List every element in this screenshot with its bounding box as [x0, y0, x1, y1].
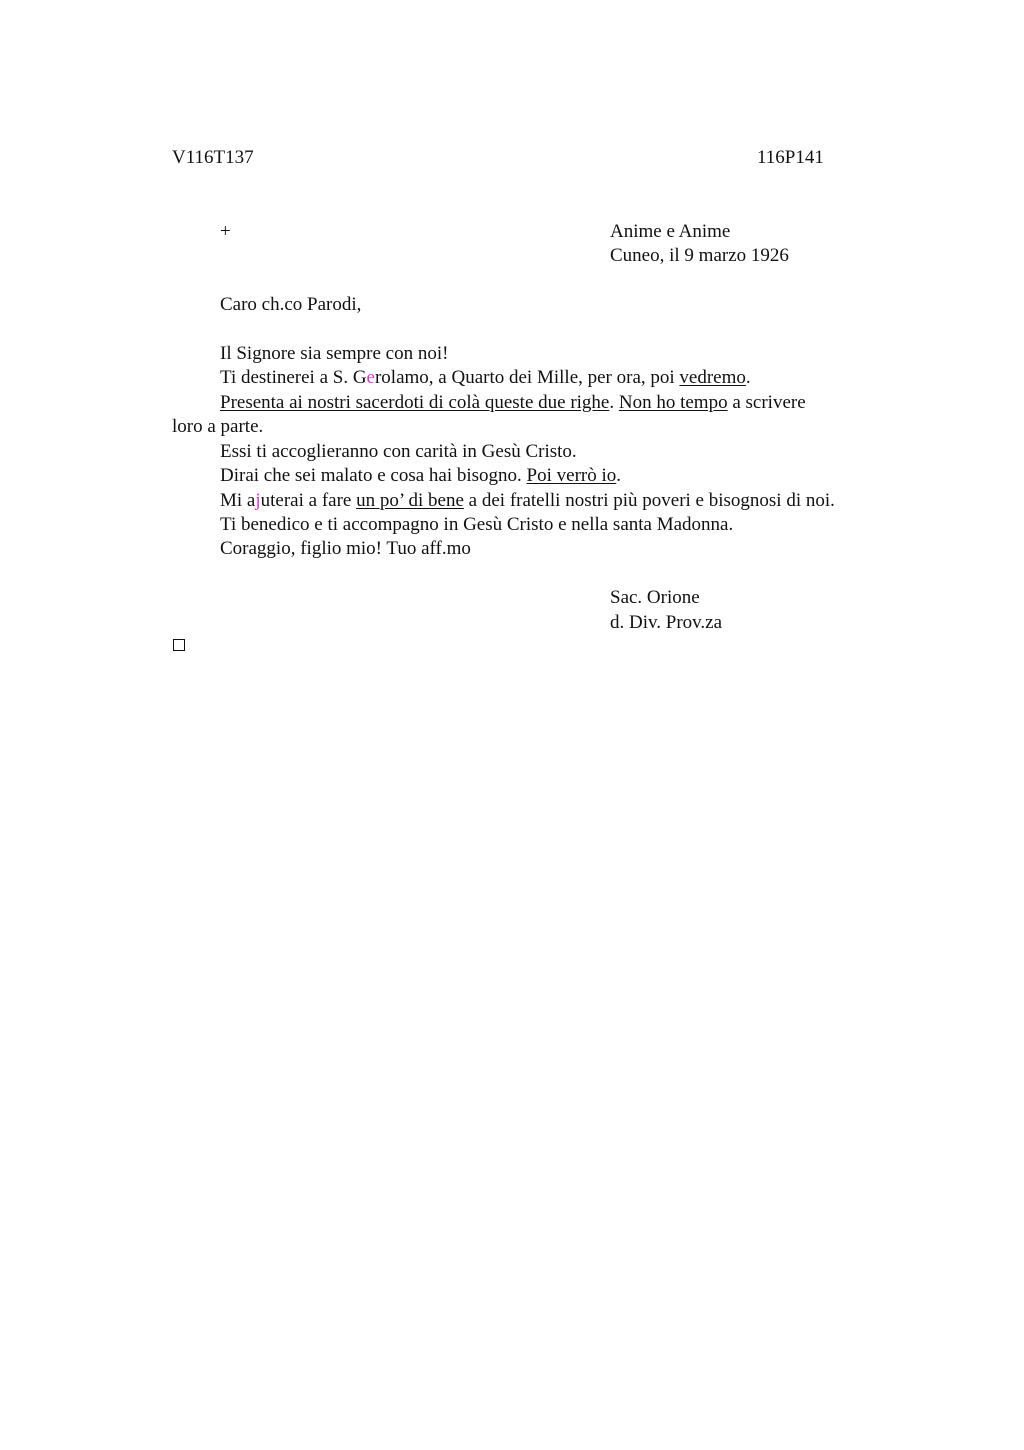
- text-segment: a scrivere: [727, 392, 806, 413]
- body-line-9: Coraggio, figlio mio! Tuo aff.mo: [220, 538, 471, 559]
- text-segment: a dei fratelli nostri più poveri e bisognosi di noi.: [463, 490, 835, 511]
- cross-mark: +: [220, 221, 231, 242]
- text-segment: .: [609, 392, 619, 413]
- body-line-8: Ti benedico e ti accompagno in Gesù Cristo e nella santa Madonna.: [220, 514, 734, 535]
- body-line-3: [220, 391, 806, 415]
- body-line-7: [220, 489, 835, 513]
- body-line-6: [220, 464, 621, 488]
- place-date: Cuneo, il 9 marzo 1926: [610, 245, 789, 266]
- underlined-text: un po’ di bene: [356, 490, 464, 511]
- text-segment: .: [745, 367, 751, 388]
- highlighted-letter: j: [255, 490, 261, 511]
- end-box-icon: [173, 639, 185, 651]
- document-code-left: V116T137: [172, 147, 254, 168]
- body-line-2: [220, 366, 751, 390]
- underlined-text: Non ho tempo: [618, 392, 728, 413]
- text-segment: uterai a fare: [260, 490, 357, 511]
- underlined-text: Presenta ai nostri sacerdoti di colà queste due righe: [220, 392, 610, 413]
- underlined-text: Poi verrò io: [526, 465, 617, 486]
- text-segment: rolamo, a Quarto dei Mille, per ora, poi: [374, 367, 680, 388]
- letter-heading: Anime e Anime: [610, 221, 731, 242]
- text-segment: Mi a: [220, 490, 256, 511]
- body-line-5: Essi ti accoglieranno con carità in Gesù Cristo.: [220, 441, 577, 462]
- document-code-right: 116P141: [757, 147, 824, 168]
- underlined-text: vedremo: [679, 367, 746, 388]
- body-line-1: Il Signore sia sempre con noi!: [220, 343, 449, 364]
- text-segment: .: [616, 465, 622, 486]
- salutation: Caro ch.co Parodi,: [220, 294, 362, 315]
- text-segment: Ti destinerei a S. G: [220, 367, 367, 388]
- signature-name: Sac. Orione: [610, 587, 700, 608]
- highlighted-letter: e: [366, 367, 375, 388]
- text-segment: Dirai che sei malato e cosa hai bisogno.: [220, 465, 527, 486]
- body-line-4: loro a parte.: [172, 416, 264, 437]
- signature-title: d. Div. Prov.za: [610, 612, 723, 633]
